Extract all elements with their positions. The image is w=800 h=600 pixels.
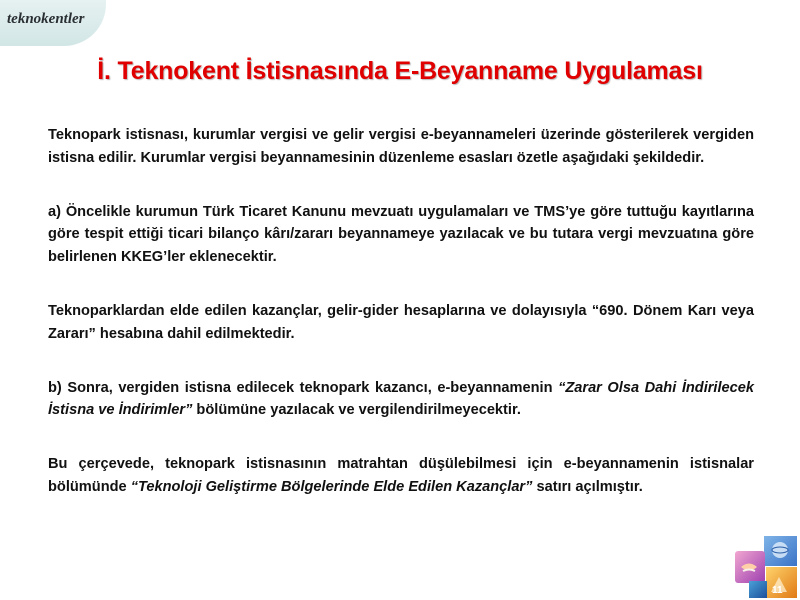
paragraph-intro-text: Teknopark istisnası, kurumlar vergisi ve gelir vergisi e-beyannameleri üzerinde gösterilerek vergiden istisna edilir. Kurumlar vergisi beyannamesinin düzenleme esasları özetle aşağıdaki şekildedir.: [48, 127, 754, 166]
paragraph-conclusion: [48, 453, 754, 499]
paragraph-b: [48, 377, 754, 423]
paragraph-b-text-start: b) Sonra, vergiden istisna edilecek teknopark kazancı, e-beyannamenin: [48, 379, 559, 396]
paragraph-b-quote: “Zarar Olsa Dahi İndirilecek İstisna ve İndirimler”: [48, 379, 755, 419]
slide-title: İ. Teknokent İstisnasında E-Beyanname Uygulaması: [97, 57, 703, 85]
paragraph-b-text-end: bölümüne yazılacak ve vergilendirilmeyecektir.: [192, 402, 521, 419]
logo-text: teknokentler: [7, 11, 85, 27]
paragraph-teknopark-gains-text: Teknoparklardan elde edilen kazançlar, gelir-gider hesaplarına ve dolayısıyla “690. Dönem Karı veya Zararı” hesabına dahil edilmektedir.: [48, 302, 754, 342]
paragraph-conclusion-text-end: satırı açılmıştır.: [532, 478, 643, 495]
page-number: 11: [772, 585, 783, 596]
paragraph-conclusion-quote: “Teknoloji Geliştirme Bölgelerinde Elde Edilen Kazançlar”: [130, 478, 533, 495]
paragraph-conclusion-text-start: Bu çerçevede, teknopark istisnasının matrahtan düşülebilmesi için e-beyannamenin istisnalar bölümünde: [48, 456, 754, 495]
slide-content: [48, 124, 754, 499]
business-collage-icon: [733, 534, 799, 600]
paragraph-teknopark-gains: [48, 300, 754, 346]
logo-tab: [0, 0, 106, 46]
paragraph-a-text: a) Öncelikle kurumun Türk Ticaret Kanunu mevzuatı uygulamaları ve TMS’ye göre tuttuğu kayıtlarına göre tespit ettiği ticari bilanço kârı/zararı beyannameye yazılacak ve bu tutara vergi mevzuatına göre belirlenen KKEG’ler eklenecektir.: [48, 203, 754, 266]
paragraph-intro: [48, 124, 754, 170]
paragraph-a: [48, 201, 754, 269]
